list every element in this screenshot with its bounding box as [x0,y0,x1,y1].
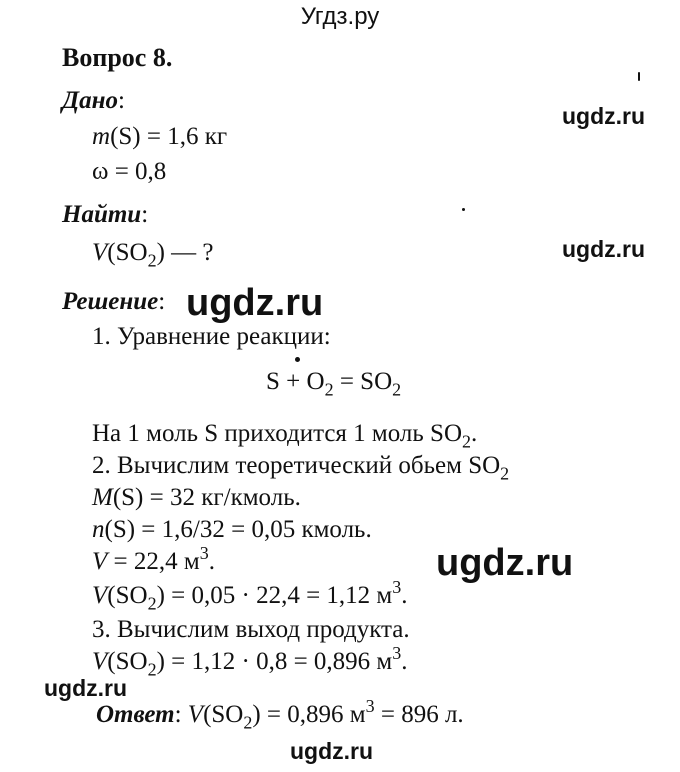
find-label-text: Найти [62,201,142,228]
vm-sup: 3 [199,543,209,564]
find-v-rest: ) — ? [156,239,214,266]
reaction-equation [266,367,402,400]
watermark-large-right: ugdz.ru [436,542,574,584]
solution-colon: : [158,288,166,315]
watermark-bottom-center: ugdz.ru [290,738,374,764]
vm-symbol: V [92,548,108,575]
molar-volume [92,543,215,577]
find-v-open: (SO [107,239,148,266]
answer-symbol: V [187,701,204,728]
given-colon: : [117,87,125,114]
mass-symbol: m [92,123,111,150]
scan-speck [638,72,640,81]
solution-step2 [92,451,510,484]
step2-sub: 2 [500,463,510,484]
vt-end: . [401,582,408,609]
vt-rest: ) = 0,05 · 22,4 = 1,12 м [156,582,393,609]
answer-sub: 2 [243,712,253,733]
question-title: Вопрос 8. [62,43,173,72]
vp-open: (SO [107,648,148,675]
molar-rest: (S) = 32 кг/кмоль. [112,484,301,511]
eq-left: S + O [266,368,325,395]
site-header: Угдз.ру [300,3,380,30]
answer-end: = 896 л. [374,701,464,728]
find-label [62,200,148,230]
solution-step3: 3. Вычислим выход продукта. [92,616,410,643]
vp-symbol: V [92,648,108,675]
vp-end: . [401,648,408,675]
molar-mass [92,483,301,513]
vp-sup: 3 [392,643,402,664]
answer-sup: 3 [365,696,375,717]
find-v-sub: 2 [147,250,157,271]
mass-value: (S) = 1,6 кг [110,123,228,150]
equation-dot [295,357,300,362]
find-colon: : [141,201,149,228]
amount-of-substance [92,515,372,545]
eq-sub1: 2 [324,379,334,400]
answer-line [96,696,464,733]
ratio-text: На 1 моль S приходится 1 моль SO [92,420,463,447]
watermark-solution: ugdz.ru [186,282,324,324]
vt-sub: 2 [147,593,157,614]
given-label [62,86,125,116]
vp-sub: 2 [147,659,157,680]
watermark-bottom-left: ugdz.ru [44,675,128,701]
watermark-top-right: ugdz.ru [562,103,646,129]
vp-rest: ) = 1,12 · 0,8 = 0,896 м [156,648,393,675]
given-omega: ω = 0,8 [92,158,167,185]
vt-symbol: V [92,582,108,609]
solution-label-text: Решение [62,288,159,315]
vm-rest: = 22,4 м [107,548,200,575]
eq-sub2: 2 [392,379,402,400]
mole-ratio [92,419,478,452]
vm-end: . [208,548,215,575]
given-label-text: Дано [62,87,118,114]
find-target [92,238,214,271]
practical-volume [92,643,408,680]
n-rest: (S) = 1,6/32 = 0,05 кмоль. [104,516,372,543]
answer-open: (SO [203,701,244,728]
find-v-symbol: V [92,239,108,266]
scan-speck [462,208,465,211]
n-symbol: n [92,516,105,543]
solution-step1: 1. Уравнение реакции: [92,323,331,350]
watermark-mid-right: ugdz.ru [562,236,646,262]
vt-open: (SO [107,582,148,609]
ratio-sub: 2 [462,431,472,452]
answer-label: Ответ [96,701,175,728]
answer-rest: ) = 0,896 м [252,701,366,728]
theoretical-volume [92,577,408,614]
ratio-end: . [471,420,478,447]
vt-sup: 3 [392,577,402,598]
answer-colon: : [174,701,188,728]
step2-text: 2. Вычислим теоретический обьем SO [92,452,501,479]
eq-mid: = SO [333,368,393,395]
solution-label [62,287,165,317]
molar-symbol: M [92,484,113,511]
given-mass [92,122,227,152]
